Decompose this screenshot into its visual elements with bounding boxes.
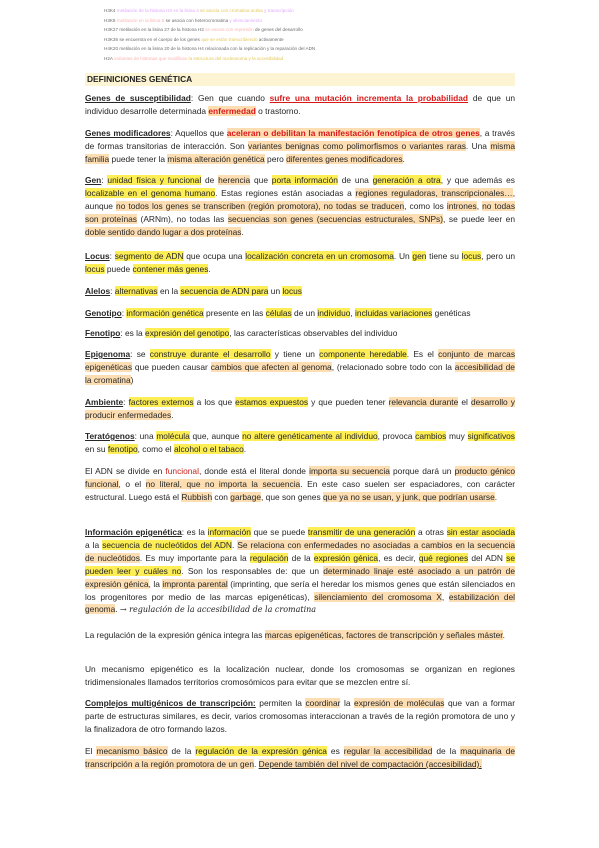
- list-item: H4K20 metilación en la lisina 20 de la histona H4 relacionada con la replicación y la reparación del ADN: [104, 44, 544, 54]
- definition-genes-modificadores: Genes modificadores: Aquellos que aceleran o debilitan la manifestación fenotípica de otros genes, a través de formas transitorias de interacción. Son variantes benignas como polimorfismos o variantes raras. Una misma familia puede tener la misma alteración genética pero diferentes genes modificadores.: [85, 128, 515, 164]
- paragraph-mecanismo-basico: El mecanismo básico de la regulación de la expresión génica es regular la accesibilidad de la maquinaria de transcripción a la región promotora de un gen. Depende también del nivel de compactación (accesibilidad).: [85, 746, 516, 769]
- definition-alelos: Alelos: alternativas en la secuencia de ADN para un locus: [85, 286, 302, 296]
- definition-genotipo: Genotipo: información genética presente en las células de un individuo, incluidas variaciones genéticas: [85, 308, 471, 318]
- list-item: H3K9 metilación en la lisina 9 se asocia con heterocromatina y silenciamiento: [104, 16, 544, 26]
- list-item: H2A variantes de histonas que modifican la estructura del nucleosoma y la accesibilidad: [104, 54, 544, 64]
- paragraph-mecanismo: Un mecanismo epigenético es la localización nuclear, donde los cromosomas se organizan en regiones tridimensionales llamados territorios cromosómicos para evitar que se mezclen entre sí.: [85, 664, 515, 687]
- handwritten-note: → regulación de la accesibilidad de la cromatina: [119, 605, 317, 615]
- list-item: H3K36 se encuentra en el cuerpo de los genes que se están transcribiendo activamente: [104, 35, 544, 45]
- definition-fenotipo: Fenotipo: es la expresión del genotipo, las características observables del individuo: [85, 328, 398, 338]
- definition-gen: Gen: unidad física y funcional de herencia que porta información de una generación a otra, y que además es localizable en el genoma humano. Estas regiones están asociadas a regiones reguladoras, transcripcionales…, aunque no todos los genes se transcriben (región promotora), no todas se traducen, como los intrones, no todas son proteínas (ARNm), no todas las secuencias son genes (secuencias estructurales, SNPs), se puede leer en doble sentido dando lugar a dos proteínas.: [85, 175, 516, 237]
- definition-epigenoma: Epigenoma: se construye durante el desarrollo y tiene un componente heredable. Es el conjunto de marcas epigenéticas que pueden causar cambios que afecten al genoma, (relacionado sobre todo con la accesibilidad de la cromatina): [85, 349, 516, 385]
- definition-complejos-multigenicos: Complejos multigénicos de transcripción: permiten la coordinar la expresión de moléculas que van a formar parte de estructuras similares, es decir, varios cromosomas interaccionan a través de la región promotora de uno y la finalizadora de otro formando lazos.: [85, 698, 515, 734]
- definition-informacion-epigenetica: Información epigenética: es la información que se puede transmitir de una generación a otras sin estar asociada a la secuencia de nucleótidos del ADN. Se relaciona con enfermedades no asociadas a cambios en la secuencia de nucleótidos. Es muy importante para la regulación de la expresión génica, es decir, qué regiones del ADN se pueden leer y cuáles no. Son los responsables de: que un determinado linaje esté asociado a un patrón de expresión génica, la impronta parental (imprinting, que sería el heredar los mismos genes que están silenciados en los progenitores por medio de las marcas epigenéticas), silenciamiento del cromosoma X, estabilización del genoma. → regulación de la accesibilidad de la cromatina: [85, 527, 516, 615]
- list-item: H3K27 metilación en la lisina 27 de la histona H3 se asocia con represión de genes del desarrollo: [104, 25, 544, 35]
- definition-teratogenos: Teratógenos: una molécula que, aunque no altere genéticamente al individuo, provoca cambios muy significativos en su fenotipo, como el alcohol o el tabaco.: [85, 431, 515, 454]
- paragraph-adn: El ADN se divide en funcional, donde está el literal donde importa su secuencia porque dará un producto génico funcional, o el no literal, que no importa la secuencia. En este caso suelen ser espaciadores, con carácter estructural. Luego está el Rubbish con garbage, que son genes que ya no se usan, y junk, que podrían usarse.: [85, 466, 516, 502]
- top-bullet-list: [104, 6, 544, 64]
- list-item: H3K4 metilación de la histona H3 en la lisina 4 se asocia con cromatina activa y transcripción: [104, 6, 544, 16]
- paragraph-regulacion: La regulación de la expresión génica integra las marcas epigenéticas, factores de transcripción y señales máster.: [85, 630, 505, 640]
- definition-ambiente: Ambiente: factores externos a los que estamos expuestos y que pueden tener relevancia durante el desarrollo y producir enfermedades.: [85, 397, 515, 420]
- definition-locus: Locus: segmento de ADN que ocupa una localización concreta en un cromosoma. Un gen tiene su locus, pero un locus puede contener más genes.: [85, 251, 516, 274]
- section-title: DEFINICIONES GENÉTICA: [85, 73, 515, 86]
- definition-genes-susceptibilidad: Genes de susceptibilidad: Gen que cuando sufre una mutación incrementa la probabilidad de que un individuo desarrolle determinada enfermedad o trastorno.: [85, 93, 516, 116]
